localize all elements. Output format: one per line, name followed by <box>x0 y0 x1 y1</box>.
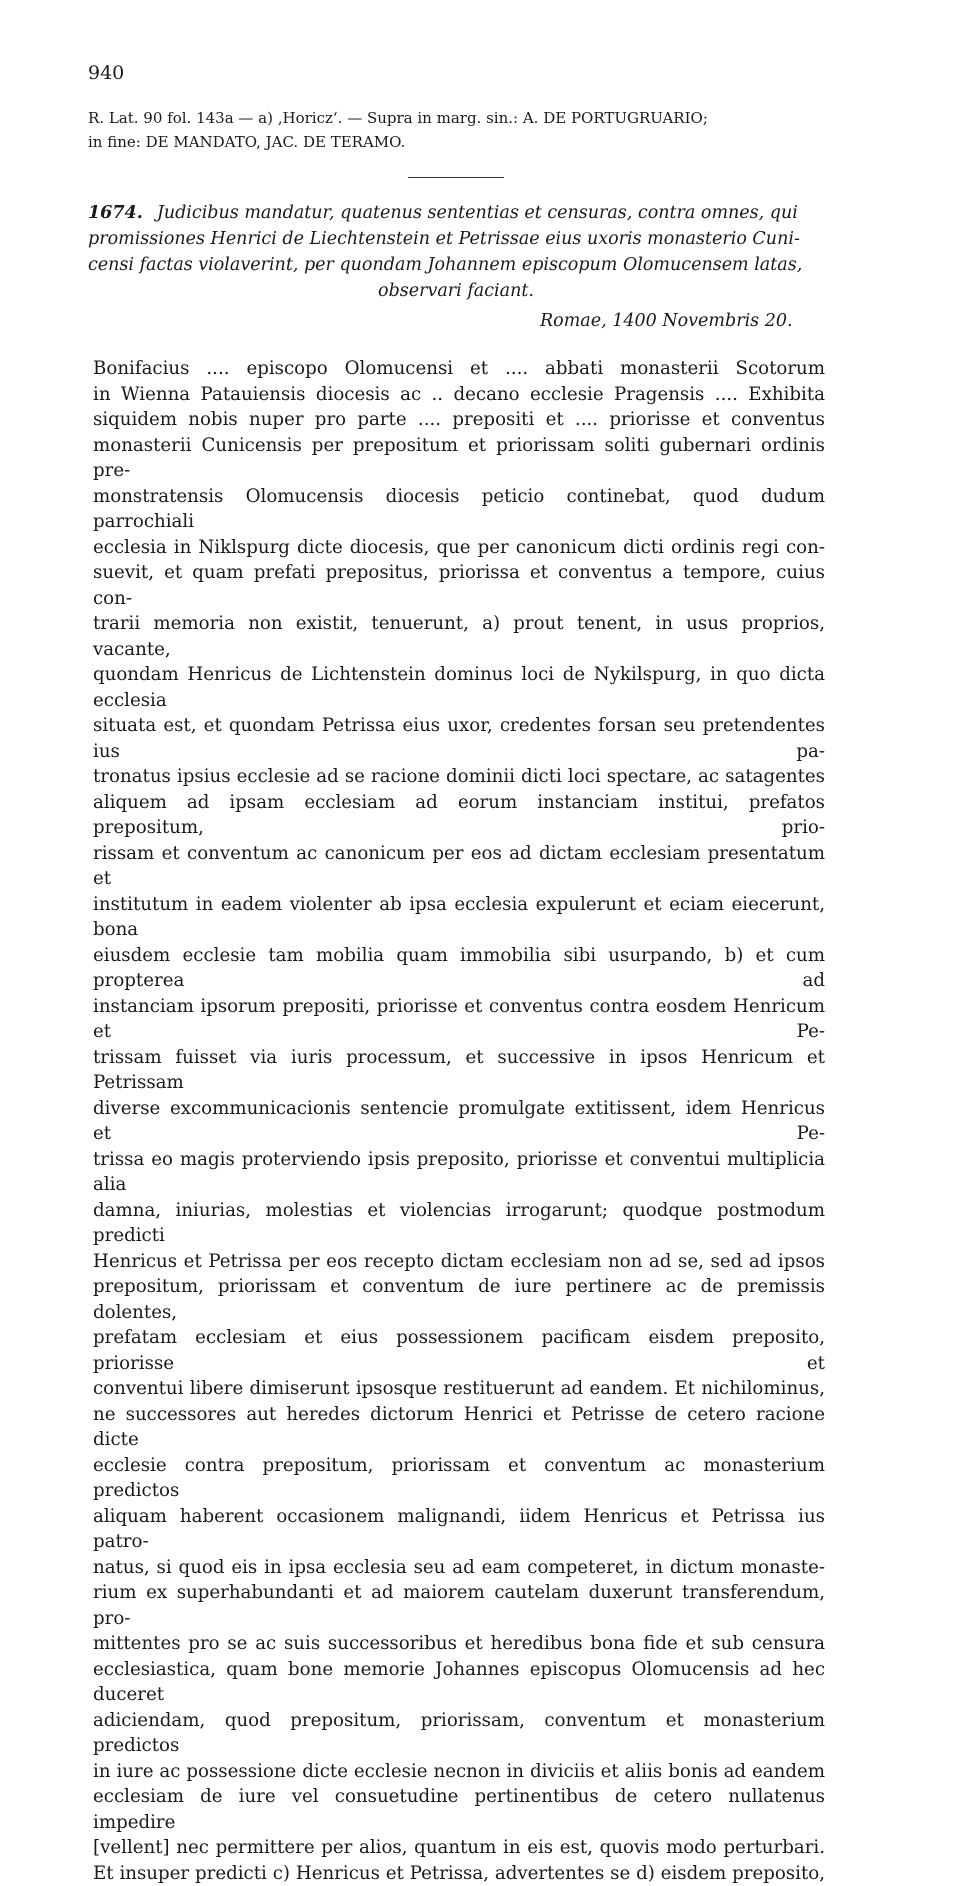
body-line: conventui libere dimiserunt ipsosque restituerunt ad eandem. Et nichilominus, <box>93 1376 825 1402</box>
separator-rule <box>408 177 504 178</box>
body-line: Bonifacius .... episcopo Olomucensi et .... abbati monasterii Scotorum <box>93 356 825 382</box>
body-line: diverse excommunicacionis sentencie promulgate extitissent, idem Henricus et Pe- <box>93 1096 825 1147</box>
body-line: tronatus ipsius ecclesie ad se racione dominii dicti loci spectare, ac satagentes <box>93 764 825 790</box>
document-date: Romae, 1400 Novembris 20. <box>540 311 793 331</box>
regest <box>88 200 824 304</box>
body-line: instanciam ipsorum prepositi, priorisse et conventus contra eosdem Henricum et Pe- <box>93 994 825 1045</box>
body-line: in iure ac possessione dicte ecclesie necnon in diviciis et aliis bonis ad eandem <box>93 1759 825 1785</box>
body-line: eiusdem ecclesie tam mobilia quam immobilia sibi usurpando, b) et cum propterea ad <box>93 943 825 994</box>
regest-last-line: observari faciant. <box>88 278 824 304</box>
body-line: ecclesiastica, quam bone memorie Johannes episcopus Olomucensis ad hec duceret <box>93 1657 825 1708</box>
body-line: ne successores aut heredes dictorum Henrici et Petrisse de cetero racione dicte <box>93 1402 825 1453</box>
body-line: Et insuper predicti c) Henricus et Petrissa, advertentes se d) eisdem preposito, <box>93 1861 825 1886</box>
body-line: natus, si quod eis in ipsa ecclesia seu ad eam competeret, in dictum monaste- <box>93 1555 825 1581</box>
body-line: suevit, et quam prefati prepositus, priorissa et conventus a tempore, cuius con- <box>93 560 825 611</box>
body-line: trissa eo magis proterviendo ipsis preposito, priorisse et conventui multiplicia alia <box>93 1147 825 1198</box>
body-line: damna, iniurias, molestias et violencias irrogarunt; quodque postmodum predicti <box>93 1198 825 1249</box>
body-line: in Wienna Patauiensis diocesis ac .. decano ecclesie Pragensis .... Exhibita <box>93 382 825 408</box>
body-line: aliquem ad ipsam ecclesiam ad eorum instanciam institui, prefatos prepositum, prio- <box>93 790 825 841</box>
body-line: adiciendam, quod prepositum, priorissam, conventum et monasterium predictos <box>93 1708 825 1759</box>
regest-line: promissiones Henrici de Liechtenstein et Petrissae eius uxoris monasterio Cuni- <box>88 226 824 252</box>
regest-line: censi factas violaverint, per quondam Johannem episcopum Olomucensem latas, <box>88 252 824 278</box>
body-line: rissam et conventum ac canonicum per eos ad dictam ecclesiam presentatum et <box>93 841 825 892</box>
body-line: trarii memoria non existit, tenuerunt, a) prout tenent, in usus proprios, vacante, <box>93 611 825 662</box>
header-note-line: R. Lat. 90 fol. 143a — a) ‚Horicz‘. — Supra in marg. sin.: A. DE PORTUGRUARIO; <box>88 109 708 127</box>
body-line: trissam fuisset via iuris processum, et successive in ipsos Henricum et Petrissam <box>93 1045 825 1096</box>
body-line: mittentes pro se ac suis successoribus et heredibus bona fide et sub censura <box>93 1631 825 1657</box>
body-line: quondam Henricus de Lichtenstein dominus loci de Nykilspurg, in quo dicta ecclesia <box>93 662 825 713</box>
body-line: siquidem nobis nuper pro parte .... prepositi et .... priorisse et conventus <box>93 407 825 433</box>
body-line: rium ex superhabundanti et ad maiorem cautelam duxerunt transferendum, pro- <box>93 1580 825 1631</box>
document-number: 1674. <box>88 203 143 223</box>
body-line: aliquam haberent occasionem malignandi, iidem Henricus et Petrissa ius patro- <box>93 1504 825 1555</box>
body-line: ecclesia in Niklspurg dicte diocesis, que per canonicum dicti ordinis regi con- <box>93 535 825 561</box>
body-line: ecclesiam de iure vel consuetudine pertinentibus de cetero nullatenus impedire <box>93 1784 825 1835</box>
page-number: 940 <box>88 62 124 84</box>
body-line: prefatam ecclesiam et eius possessionem pacificam eisdem preposito, priorisse et <box>93 1325 825 1376</box>
header-note <box>88 106 828 154</box>
body-line: institutum in eadem violenter ab ipsa ecclesia expulerunt et eciam eiecerunt, bona <box>93 892 825 943</box>
body-line: situata est, et quondam Petrissa eius uxor, credentes forsan seu pretendentes ius pa- <box>93 713 825 764</box>
body-line: Henricus et Petrissa per eos recepto dictam ecclesiam non ad se, sed ad ipsos <box>93 1249 825 1275</box>
body-line: monasterii Cunicensis per prepositum et priorissam soliti gubernari ordinis pre- <box>93 433 825 484</box>
body-line: [vellent] nec permittere per alios, quantum in eis est, quovis modo perturbari. <box>93 1835 825 1861</box>
document-body <box>93 356 825 1886</box>
body-line: ecclesie contra prepositum, priorissam et conventum ac monasterium predictos <box>93 1453 825 1504</box>
body-line: monstratensis Olomucensis diocesis peticio continebat, quod dudum parrochiali <box>93 484 825 535</box>
regest-line: Judicibus mandatur, quatenus sententias et censuras, contra omnes, qui <box>157 203 798 223</box>
body-line: prepositum, priorissam et conventum de iure pertinere ac de premissis dolentes, <box>93 1274 825 1325</box>
header-note-line: in fine: DE MANDATO, JAC. DE TERAMO. <box>88 130 828 154</box>
